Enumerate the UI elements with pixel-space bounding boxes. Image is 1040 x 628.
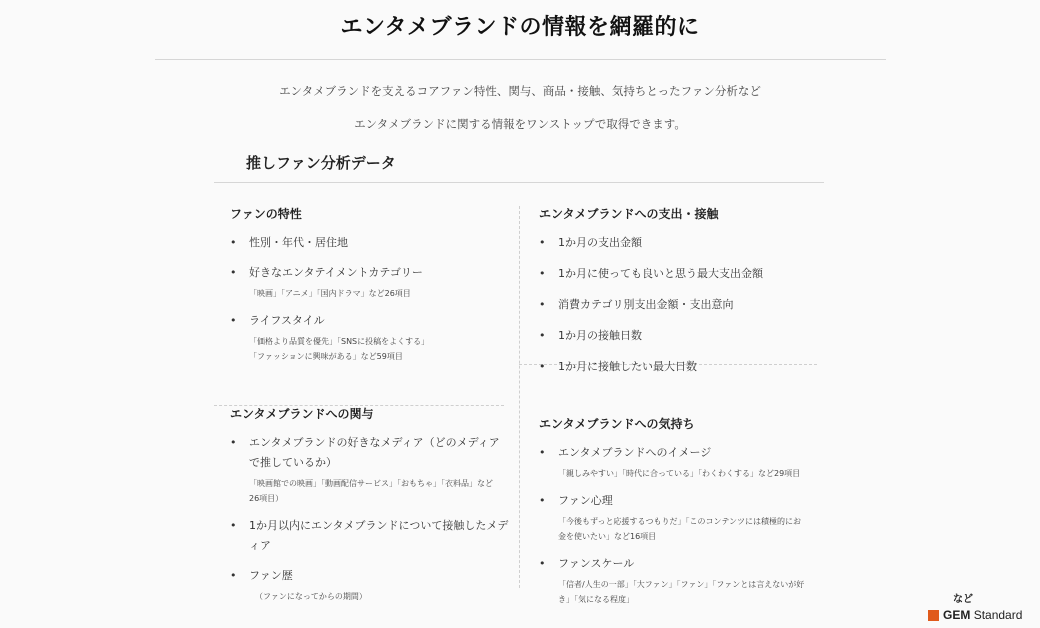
list-item: [539, 491, 809, 544]
column-divider: [519, 206, 520, 588]
fan-traits-list: [230, 233, 500, 364]
list-item: [539, 264, 809, 284]
section-title: 推しファン分析データ: [246, 154, 396, 172]
involvement-list: [230, 433, 510, 604]
item-text: • エンタメブランドへのイメージ: [558, 446, 712, 459]
item-text: • 1か月以内にエンタメブランドについて接触したメディア: [249, 519, 509, 552]
item-note: 「ファッションに興味がある」など59項目: [249, 352, 403, 361]
list-item: [230, 433, 510, 506]
list-item: [230, 516, 510, 556]
involvement-block: [230, 405, 510, 614]
fan-traits-heading: ファンの特性: [230, 207, 302, 221]
item-text: • 1か月に接触したい最大日数: [558, 360, 697, 373]
item-text: • ライフスタイル: [249, 314, 325, 327]
item-text: • ファンスケール: [558, 557, 635, 570]
feelings-block: [539, 415, 809, 617]
item-text: • 好きなエンタテイメントカテゴリー: [249, 266, 423, 279]
brand-name-bold: GEM: [943, 608, 971, 622]
list-item: [230, 566, 510, 604]
item-note: 「価格より品質を優先」「SNSに投稿をよくする」: [249, 337, 430, 346]
list-item: [539, 295, 809, 315]
brand-name-rest: Standard: [973, 608, 1023, 622]
involvement-heading: エンタメブランドへの関与: [230, 407, 374, 421]
item-note: 「親しみやすい」「時代に合っている」「わくわくする」など29項目: [558, 469, 801, 478]
feelings-heading: エンタメブランドへの気持ち: [539, 417, 695, 431]
item-note: 「信者/人生の一部」「大ファン」「ファン」「ファンとは言えないが好き」「気になる程度」: [558, 580, 805, 604]
item-text: • エンタメブランドの好きなメディア（どのメディアで推しているか）: [249, 436, 500, 469]
list-item: [539, 443, 809, 481]
feelings-list: [539, 443, 809, 607]
item-text: • 1か月の支出金額: [558, 236, 642, 249]
item-note: 「映画館での映画」「動画配信サービス」「おもちゃ」「衣料品」など26項目）: [249, 479, 493, 503]
title-divider: [155, 59, 886, 60]
item-text: • ファン歴: [249, 569, 293, 582]
list-item: [230, 311, 500, 364]
fan-traits-block: [230, 205, 500, 374]
brand-logo: [928, 608, 1022, 622]
item-text: • ファン心理: [558, 494, 613, 507]
item-note: 「映画」「アニメ」「国内ドラマ」など26項目: [249, 289, 411, 298]
item-text: • 消費カテゴリ別支出金額・支出意向: [558, 298, 734, 311]
spending-list: [539, 233, 809, 377]
page-title: エンタメブランドの情報を網羅的に: [340, 15, 700, 40]
list-item: [539, 326, 809, 346]
section-divider: [214, 182, 824, 183]
list-item: [230, 263, 500, 301]
spending-block: [539, 205, 809, 388]
intro-line-2: エンタメブランドに関する情報をワンストップで取得できます。: [354, 117, 686, 131]
item-text: • 1か月の接触日数: [558, 329, 642, 342]
list-item: [230, 233, 500, 253]
brand-square-icon: [928, 610, 939, 621]
item-text: • 性別・年代・居住地: [249, 236, 348, 249]
intro-line-1: エンタメブランドを支えるコアファン特性、関与、商品・接触、気持ちとったファン分析など: [279, 84, 761, 98]
spending-heading: エンタメブランドへの支出・接触: [539, 207, 719, 221]
etc-note: など: [953, 594, 973, 605]
item-note: （ファンになってからの期間）: [255, 592, 367, 601]
item-note: 「今後もずっと応援するつもりだ」「このコンテンツには積極的にお金を使いたい」など16項目: [558, 517, 802, 541]
list-item: [539, 554, 809, 607]
list-item: [539, 233, 809, 253]
list-item: [539, 357, 809, 377]
item-text: • 1か月に使っても良いと思う最大支出金額: [558, 267, 763, 280]
